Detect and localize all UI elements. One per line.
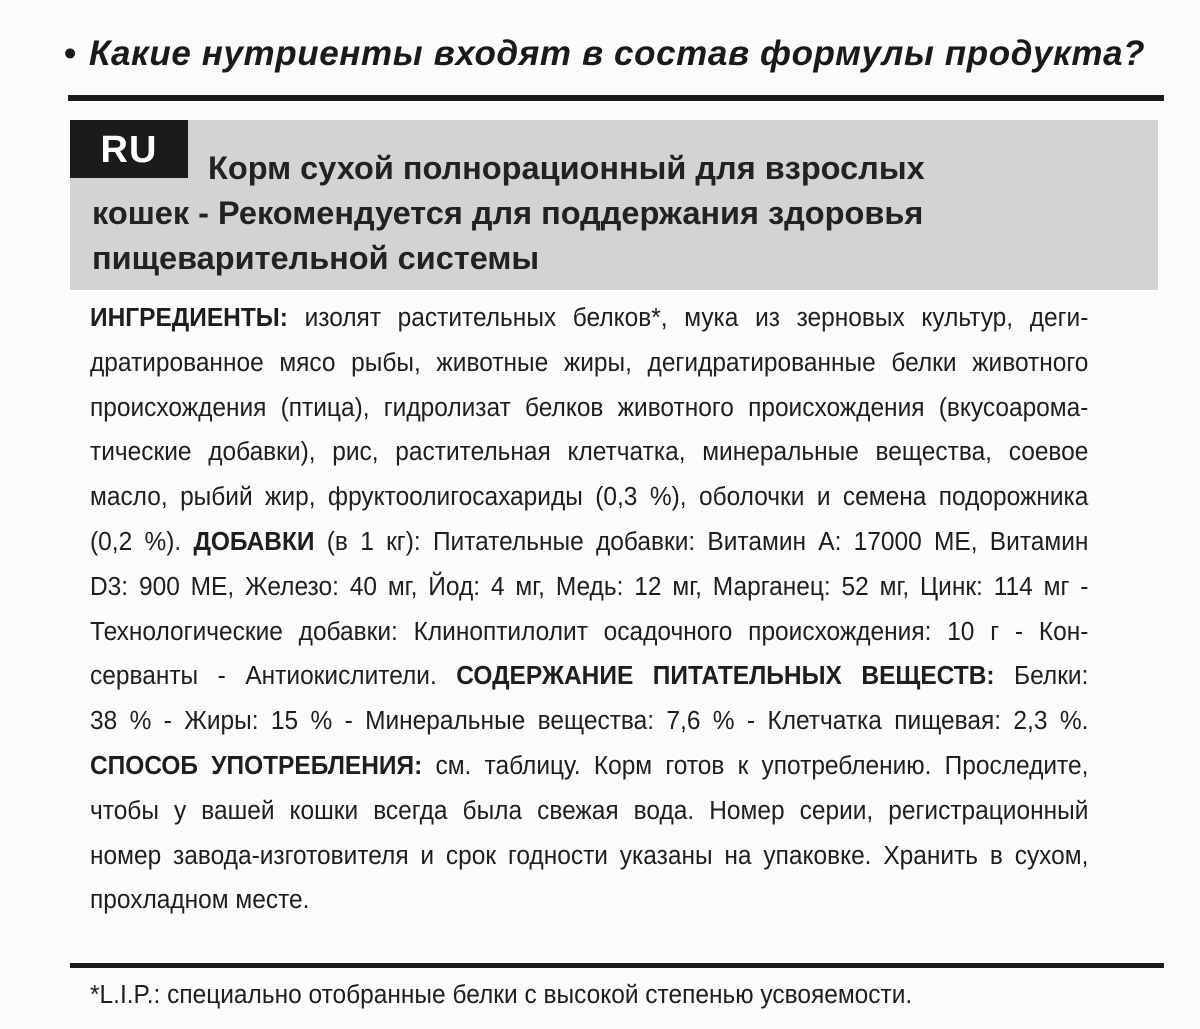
text-line-13: номер завода-изготовителя и срок годности указаны на упаковке. Хранить в сухом, <box>90 841 1089 870</box>
footnote: *L.I.P.: специально отобранные белки с высокой степенью усвояемости. <box>90 981 913 1009</box>
usage-label: СПОСОБ УПОТРЕБЛЕНИЯ: <box>90 751 423 780</box>
text-line-14: прохладном месте. <box>90 886 310 915</box>
additives-label: ДОБАВКИ <box>193 527 315 556</box>
text-line-4: тические добавки), рис, растительная клетчатка, минеральные вещества, соевое <box>90 438 1089 467</box>
text-line-2: дратированное мясо рыбы, животные жиры, дегидратированные белки животного <box>90 348 1089 377</box>
ingredients-label: ИНГРЕДИЕНТЫ: <box>90 304 288 332</box>
text-line-8: Технологические добавки: Клиноптилолит осадочного происхождения: 10 г - Кон- <box>90 617 1089 646</box>
product-title-line-3: пищеварительной системы <box>92 240 540 276</box>
text-line-9: серванты - Антиокислители. СОДЕРЖАНИЕ ПИТАТЕЛЬНЫХ ВЕЩЕСТВ: Белки: <box>90 662 1089 691</box>
section-question <box>64 34 1164 74</box>
nutrients-label: СОДЕРЖАНИЕ ПИТАТЕЛЬНЫХ ВЕЩЕСТВ: <box>456 662 995 691</box>
bullet-icon: • <box>64 34 77 73</box>
product-title <box>92 146 1152 281</box>
composition-text <box>90 296 1088 923</box>
product-title-line-1: Корм сухой полнорационный для взрослых <box>208 150 925 186</box>
text-line-7: D3: 900 МЕ, Железо: 40 мг, Йод: 4 мг, Медь: 12 мг, Марганец: 52 мг, Цинк: 114 мг - <box>90 572 1089 601</box>
question-text: Какие нутриенты входят в состав формулы продукта? <box>88 34 1146 73</box>
text-line-10: 38 % - Жиры: 15 % - Минеральные вещества: 7,6 % - Клетчатка пищевая: 2,3 %. <box>90 707 1089 736</box>
language-badge: RU <box>70 120 188 178</box>
text-line-5: масло, рыбий жир, фруктоолигосахариды (0,3 %), оболочки и семена подорожника <box>90 483 1089 512</box>
text-line-6: (0,2 %). ДОБАВКИ (в 1 кг): Питательные добавки: Витамин А: 17000 МЕ, Витамин <box>90 527 1089 556</box>
top-divider <box>68 95 1164 101</box>
product-title-line-2: кошек - Рекомендуется для поддержания здоровья <box>92 195 924 231</box>
text-line-11: СПОСОБ УПОТРЕБЛЕНИЯ: см. таблицу. Корм готов к употреблению. Проследите, <box>90 751 1089 780</box>
bottom-divider <box>70 963 1164 968</box>
text-line-3: происхождения (птица), гидролизат белков животного происхождения (вкусоарома- <box>90 393 1089 422</box>
text-line-12: чтобы у вашей кошки всегда была свежая вода. Номер серии, регистрационный <box>90 796 1089 825</box>
text-line-1: ИНГРЕДИЕНТЫ: изолят растительных белков*, мука из зерновых культур, деги- <box>90 304 1089 332</box>
